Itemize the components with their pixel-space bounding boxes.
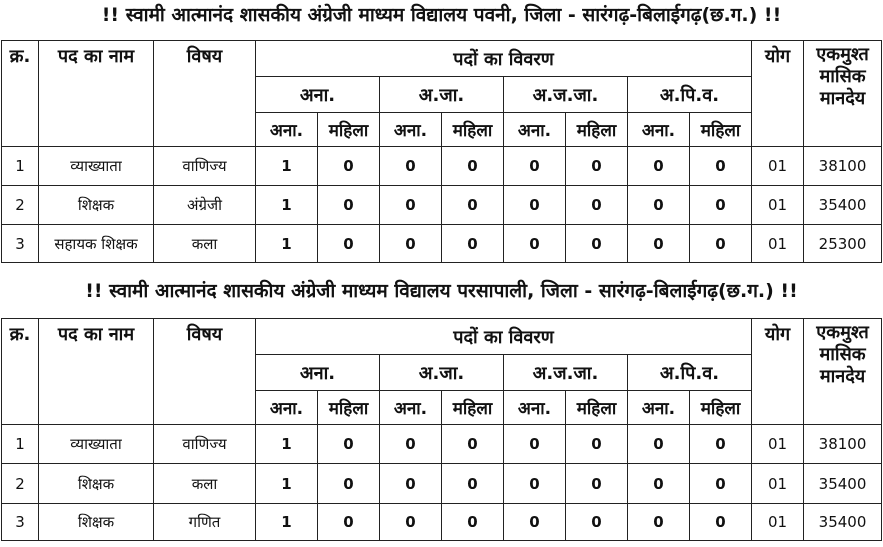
header-subject: विषय — [154, 41, 256, 147]
count-cell: 0 — [690, 186, 752, 225]
header-sub-general: अना. — [380, 391, 442, 425]
count-cell: 0 — [504, 225, 566, 263]
count-cell: 1 — [256, 147, 318, 186]
header-sub-general: अना. — [504, 113, 566, 147]
serial-cell: 3 — [2, 504, 39, 541]
count-cell: 0 — [504, 464, 566, 504]
header-category: अ.ज.जा. — [504, 355, 628, 391]
header-subject: विषय — [154, 319, 256, 425]
count-cell: 0 — [690, 225, 752, 263]
header-category: अना. — [256, 77, 380, 113]
count-cell: 0 — [318, 147, 380, 186]
count-cell: 0 — [628, 186, 690, 225]
count-cell: 0 — [318, 464, 380, 504]
header-sub-general: अना. — [504, 391, 566, 425]
post-name-cell: व्याख्याता — [39, 147, 154, 186]
count-cell: 1 — [256, 504, 318, 541]
count-cell: 0 — [442, 225, 504, 263]
school-title-parsapali: !! स्वामी आत्मानंद शासकीय अंग्रेजी माध्यम विद्यालय परसापाली, जिला - सारंगढ़-बिलाईगढ़(छ.ग.) !! — [85, 280, 798, 302]
count-cell: 1 — [256, 186, 318, 225]
table-row — [2, 464, 882, 504]
count-cell: 0 — [628, 464, 690, 504]
post-name-cell: सहायक शिक्षक — [39, 225, 154, 263]
count-cell: 0 — [566, 425, 628, 464]
post-name-cell: व्याख्याता — [39, 425, 154, 464]
count-cell: 0 — [628, 225, 690, 263]
subject-cell: वाणिज्य — [154, 147, 256, 186]
count-cell: 0 — [318, 225, 380, 263]
subject-cell: कला — [154, 464, 256, 504]
total-cell: 01 — [752, 504, 804, 541]
header-sub-female: महिला — [442, 391, 504, 425]
serial-cell: 2 — [2, 186, 39, 225]
subject-cell: गणित — [154, 504, 256, 541]
count-cell: 0 — [566, 225, 628, 263]
count-cell: 1 — [256, 464, 318, 504]
count-cell: 0 — [380, 225, 442, 263]
count-cell: 0 — [504, 147, 566, 186]
total-cell: 01 — [752, 425, 804, 464]
table-row — [2, 225, 882, 263]
vacancy-table-parsapali — [1, 318, 882, 541]
salary-cell: 25300 — [804, 225, 882, 263]
serial-cell: 1 — [2, 147, 39, 186]
count-cell: 1 — [256, 425, 318, 464]
salary-cell: 35400 — [804, 504, 882, 541]
header-sub-general: अना. — [380, 113, 442, 147]
subject-cell: वाणिज्य — [154, 425, 256, 464]
count-cell: 0 — [442, 186, 504, 225]
header-sub-female: महिला — [690, 391, 752, 425]
header-sub-female: महिला — [566, 113, 628, 147]
count-cell: 0 — [566, 464, 628, 504]
total-cell: 01 — [752, 147, 804, 186]
total-cell: 01 — [752, 464, 804, 504]
count-cell: 0 — [566, 186, 628, 225]
header-category: अना. — [256, 355, 380, 391]
count-cell: 0 — [380, 186, 442, 225]
header-serial: क्र. — [2, 319, 39, 425]
count-cell: 1 — [256, 225, 318, 263]
count-cell: 0 — [442, 504, 504, 541]
count-cell: 0 — [504, 425, 566, 464]
header-sub-general: अना. — [628, 391, 690, 425]
total-cell: 01 — [752, 225, 804, 263]
count-cell: 0 — [442, 464, 504, 504]
header-category: अ.पि.व. — [628, 355, 752, 391]
count-cell: 0 — [380, 464, 442, 504]
count-cell: 0 — [380, 425, 442, 464]
header-total: योग — [752, 319, 804, 425]
header-post-details: पदों का विवरण — [256, 41, 752, 77]
post-name-cell: शिक्षक — [39, 504, 154, 541]
header-sub-general: अना. — [256, 391, 318, 425]
header-sub-female: महिला — [442, 113, 504, 147]
count-cell: 0 — [628, 504, 690, 541]
table-row — [2, 186, 882, 225]
total-cell: 01 — [752, 186, 804, 225]
table-row — [2, 425, 882, 464]
header-post-details: पदों का विवरण — [256, 319, 752, 355]
salary-cell: 38100 — [804, 147, 882, 186]
header-serial: क्र. — [2, 41, 39, 147]
salary-cell: 35400 — [804, 464, 882, 504]
header-total: योग — [752, 41, 804, 147]
header-sub-female: महिला — [690, 113, 752, 147]
count-cell: 0 — [566, 504, 628, 541]
count-cell: 0 — [628, 147, 690, 186]
count-cell: 0 — [380, 147, 442, 186]
header-sub-general: अना. — [628, 113, 690, 147]
header-sub-general: अना. — [256, 113, 318, 147]
subject-cell: अंग्रेजी — [154, 186, 256, 225]
header-category: अ.जा. — [380, 355, 504, 391]
post-name-cell: शिक्षक — [39, 464, 154, 504]
count-cell: 0 — [442, 147, 504, 186]
header-sub-female: महिला — [318, 391, 380, 425]
table-row — [2, 147, 882, 186]
count-cell: 0 — [318, 504, 380, 541]
header-monthly-salary: एकमुश्त मासिक मानदेय — [804, 319, 882, 425]
header-sub-female: महिला — [318, 113, 380, 147]
serial-cell: 3 — [2, 225, 39, 263]
header-post-name: पद का नाम — [39, 41, 154, 147]
post-name-cell: शिक्षक — [39, 186, 154, 225]
count-cell: 0 — [442, 425, 504, 464]
count-cell: 0 — [318, 186, 380, 225]
count-cell: 0 — [504, 186, 566, 225]
vacancy-table-pavni — [1, 40, 882, 263]
count-cell: 0 — [690, 464, 752, 504]
count-cell: 0 — [690, 504, 752, 541]
serial-cell: 2 — [2, 464, 39, 504]
count-cell: 0 — [318, 425, 380, 464]
header-sub-female: महिला — [566, 391, 628, 425]
header-category: अ.पि.व. — [628, 77, 752, 113]
table-row — [2, 504, 882, 541]
salary-cell: 38100 — [804, 425, 882, 464]
header-category: अ.ज.जा. — [504, 77, 628, 113]
count-cell: 0 — [690, 425, 752, 464]
salary-cell: 35400 — [804, 186, 882, 225]
header-category: अ.जा. — [380, 77, 504, 113]
count-cell: 0 — [566, 147, 628, 186]
count-cell: 0 — [380, 504, 442, 541]
count-cell: 0 — [504, 504, 566, 541]
count-cell: 0 — [628, 425, 690, 464]
school-title-pavni: !! स्वामी आत्मानंद शासकीय अंग्रेजी माध्यम विद्यालय पवनी, जिला - सारंगढ़-बिलाईगढ़(छ.ग.) !! — [101, 4, 782, 26]
count-cell: 0 — [690, 147, 752, 186]
header-monthly-salary: एकमुश्त मासिक मानदेय — [804, 41, 882, 147]
subject-cell: कला — [154, 225, 256, 263]
serial-cell: 1 — [2, 425, 39, 464]
header-post-name: पद का नाम — [39, 319, 154, 425]
